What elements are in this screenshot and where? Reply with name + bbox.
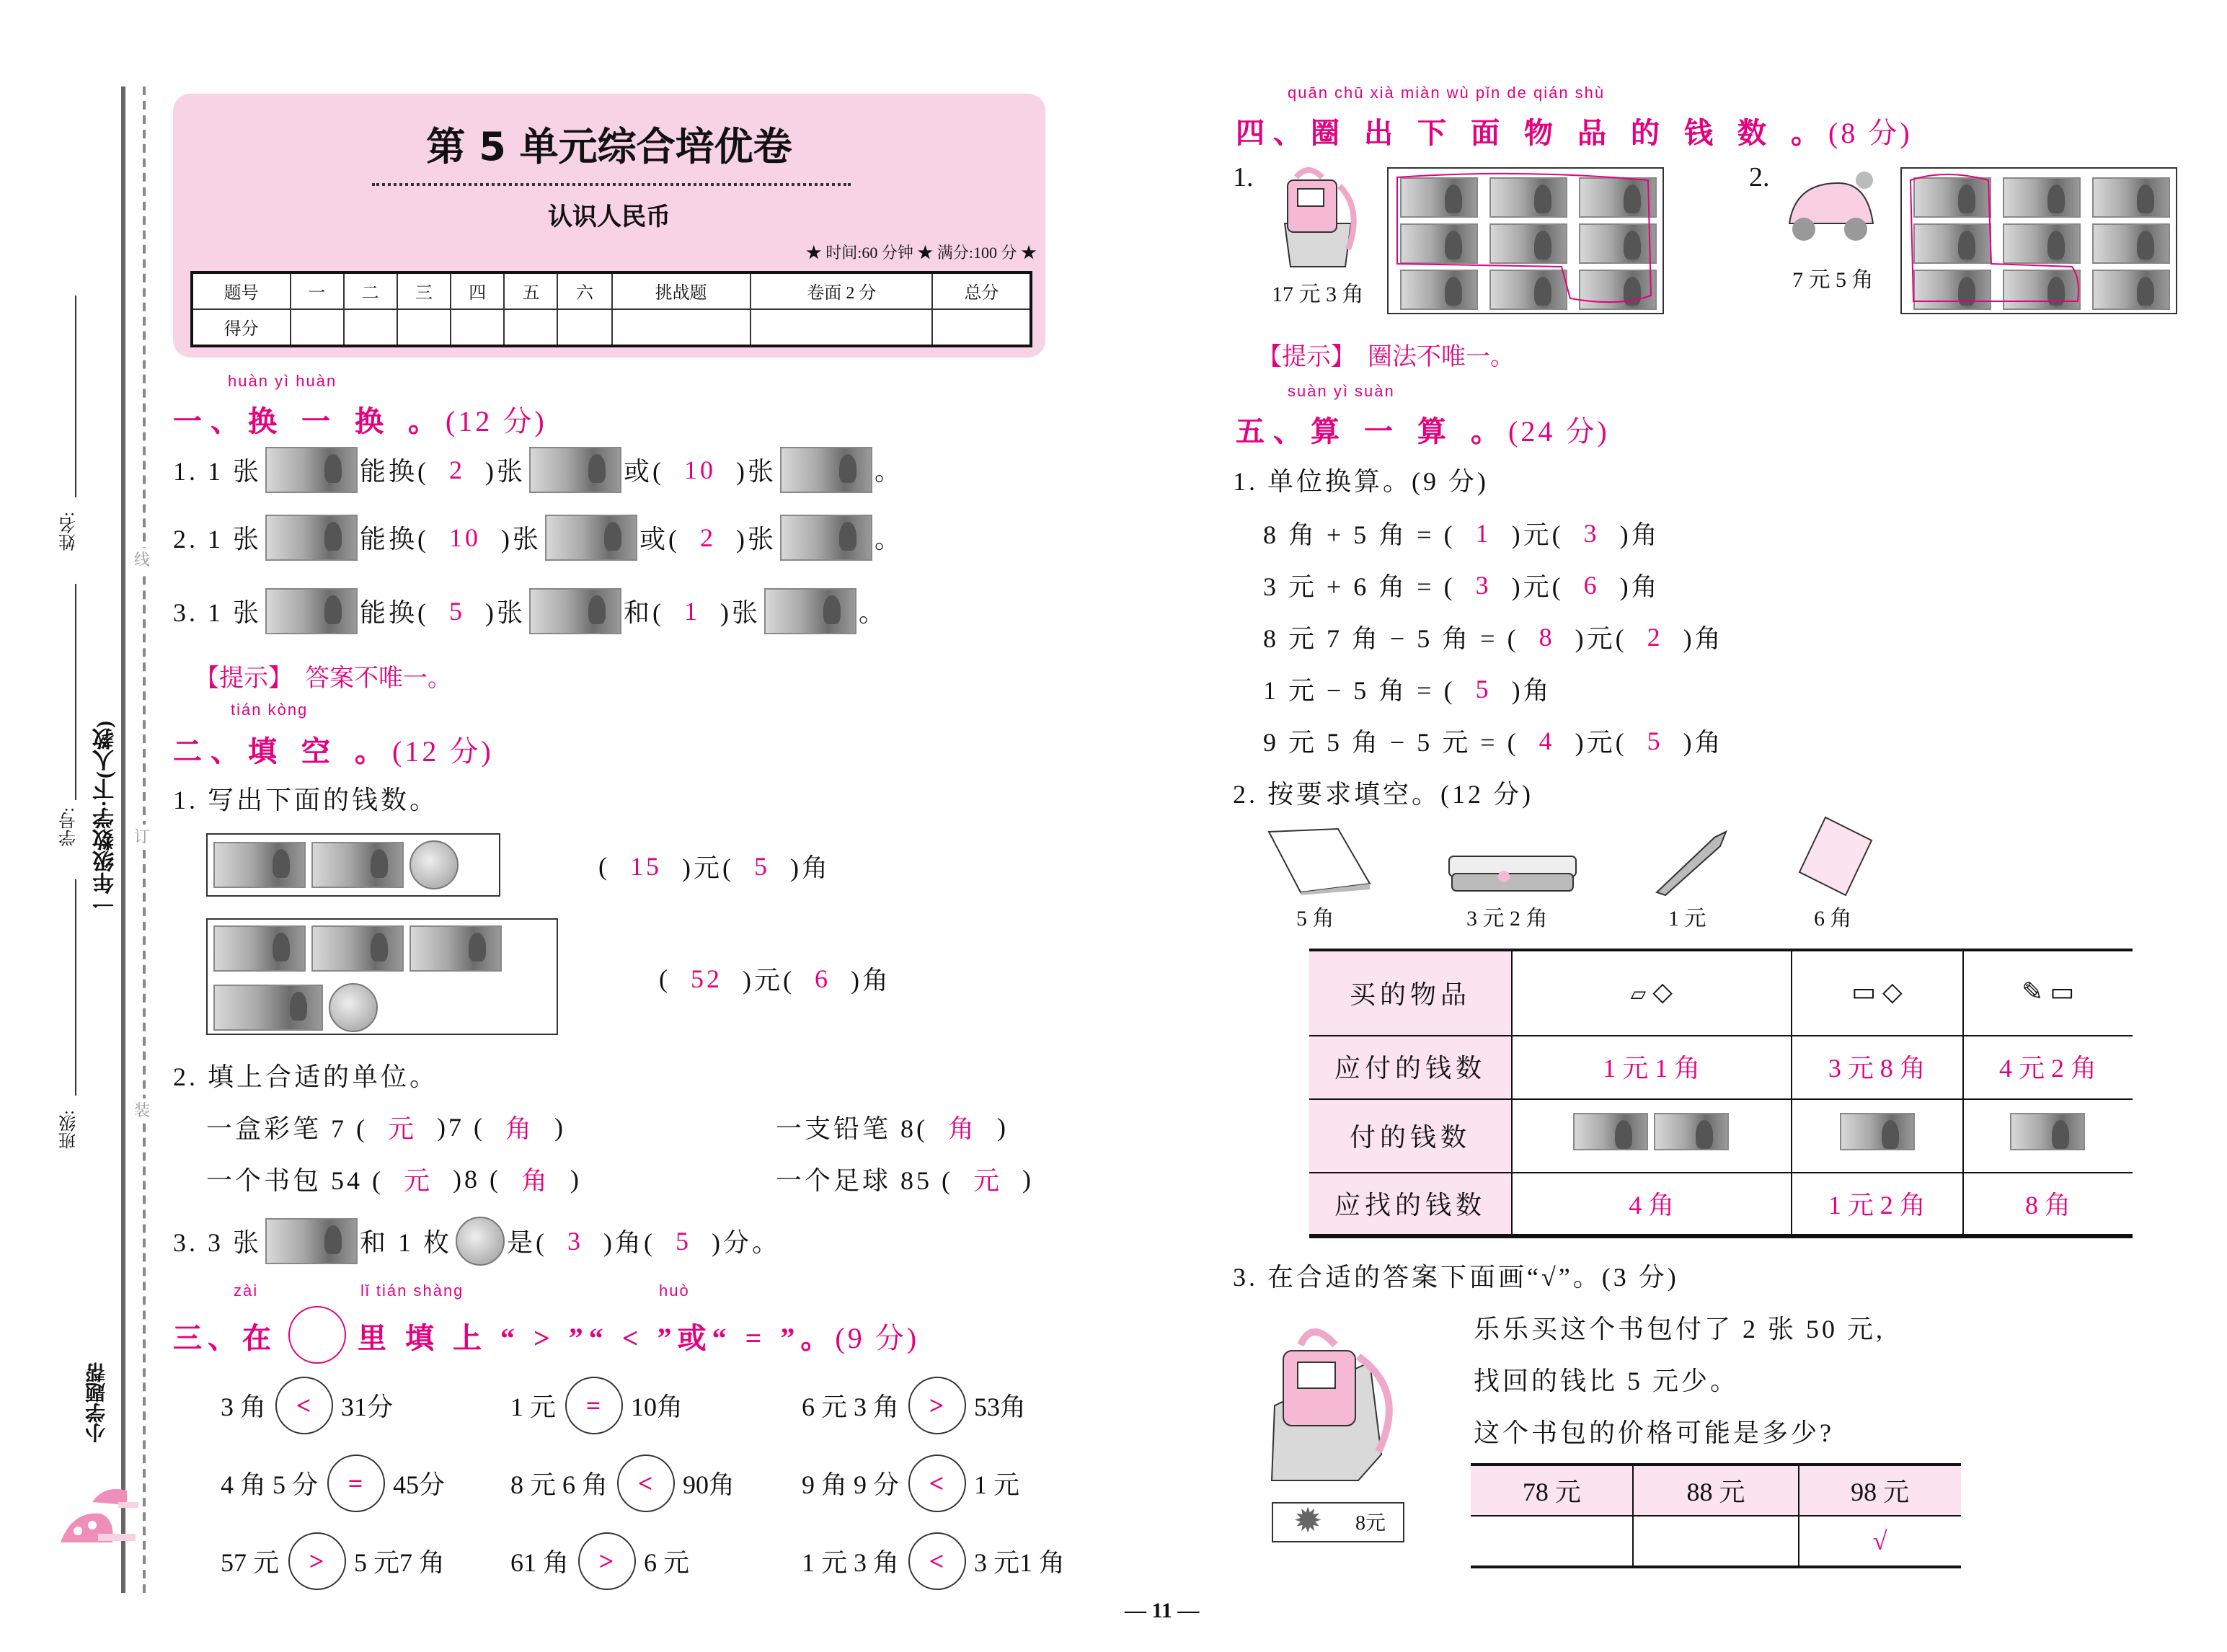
cut-mark-zhuang: 装 (134, 1098, 150, 1122)
line-text: )角 (1619, 520, 1660, 549)
comparison-item (221, 1532, 445, 1590)
s5-heading (1236, 408, 1610, 450)
score-header-cell: 挑战题 (611, 272, 751, 309)
score-cell[interactable] (344, 309, 397, 346)
line-text: ) (570, 1164, 582, 1193)
comparison-circle[interactable]: < (616, 1455, 674, 1512)
right-amount: 5 元7 角 (354, 1548, 445, 1577)
line-text: 或( (639, 525, 680, 554)
right-amount: 53角 (974, 1393, 1026, 1421)
id-label: 学号: (58, 807, 78, 847)
left-amount: 61 角 (510, 1548, 569, 1577)
row-label: 买的物品 (1309, 950, 1512, 1035)
score-cell[interactable] (558, 309, 611, 346)
left-amount: 4 角 5 分 (221, 1470, 318, 1499)
s4-money-box-1 (1387, 167, 1664, 314)
items-cell (1792, 950, 1963, 1035)
five-yuan-banknote-image (779, 515, 872, 561)
unit-item-football (776, 1160, 1034, 1198)
price-tag (1272, 1502, 1404, 1542)
line-text: 能换( (360, 457, 429, 486)
line-text: )张 (736, 525, 776, 554)
left-amount: 1 元 (510, 1393, 556, 1421)
mushroom-logo-icon (55, 1470, 141, 1557)
s3-points: (9 分) (835, 1323, 920, 1354)
row-label: 应付的钱数 (1309, 1035, 1512, 1098)
score-header-cell: 二 (344, 272, 397, 309)
line-text: )元( (1575, 624, 1627, 653)
score-header-row (192, 272, 1031, 309)
comparison-circle[interactable]: > (908, 1377, 965, 1434)
five-fen-coin-image (455, 1217, 504, 1266)
score-row-label: 得分 (192, 309, 290, 346)
one-yuan-banknote-image (409, 925, 502, 972)
score-cell[interactable] (933, 309, 1031, 346)
answer-value: 5 (1475, 674, 1492, 703)
comparison-circle[interactable]: = (565, 1377, 622, 1434)
items-cell (1512, 950, 1792, 1035)
left-amount: 8 元 6 角 (510, 1470, 608, 1499)
exam-info: ★ 时间:60 分钟 ★ 满分:100 分 ★ (805, 245, 1037, 262)
answer-value: 角 (948, 1114, 977, 1143)
five-jiao-banknote-image (1655, 1113, 1730, 1150)
hint-text: 答案不唯一。 (305, 665, 452, 692)
row-should-pay (1309, 1035, 2133, 1098)
line-text: )角 (1619, 572, 1660, 601)
five-yuan-banknote-image (763, 588, 856, 634)
s1-points: (12 分) (446, 407, 547, 438)
five-yuan-banknote-image (311, 842, 404, 888)
right-amount: 1 元 (974, 1470, 1019, 1499)
money-box-1 (206, 833, 500, 897)
comparison-item (802, 1532, 1065, 1590)
conversion-line-3 (1263, 618, 1724, 656)
price-options-table (1471, 1463, 1961, 1568)
line-text: )元( (1511, 572, 1564, 601)
header-box (173, 94, 1045, 358)
score-input-row (192, 309, 1031, 346)
line-text: 8 角 + 5 角 = ( (1263, 520, 1456, 549)
line-text: )角 (1683, 728, 1724, 757)
page-title: 第 5 单元综合培优卷 (426, 125, 792, 170)
conversion-line-4 (1263, 670, 1552, 708)
line-text: )角( (603, 1228, 655, 1257)
backpack-icon (1276, 166, 1365, 270)
line-text: 3. 1 张 (173, 598, 262, 627)
row-label: 付的钱数 (1309, 1098, 1512, 1172)
line-text: )角 (1683, 624, 1724, 653)
line-text: )张 (485, 598, 526, 627)
goods-price-notebook: 5 角 (1296, 908, 1334, 931)
line-text: 3 元 + 6 角 = ( (1263, 572, 1456, 601)
one-yuan-banknote-image (1574, 1113, 1649, 1150)
s4-heading (1236, 110, 1913, 151)
s4-points: (8 分) (1828, 118, 1913, 150)
schoolbag-icon (1269, 1319, 1407, 1489)
check-cell-98[interactable]: √ (1798, 1516, 1961, 1567)
answer-value: 3 (1475, 570, 1492, 599)
comparison-item (802, 1377, 1026, 1434)
eraser-icon (1797, 814, 1874, 898)
conversion-line-2 (1263, 567, 1660, 604)
left-amount: 3 角 (221, 1393, 266, 1421)
answer-value: 1 (684, 596, 700, 625)
s5-q1-label: 1. 单位换算。(9 分) (1233, 467, 1489, 496)
score-cell[interactable] (611, 309, 751, 346)
answer-cell: 8 角 (1962, 1172, 2133, 1235)
hint-text: 圈法不唯一。 (1368, 343, 1515, 370)
title-divider (372, 183, 851, 186)
answer-value: 角 (505, 1114, 534, 1143)
answer-value: 8 (1538, 622, 1555, 651)
s2-q1-label: 1. 写出下面的钱数。 (173, 786, 438, 814)
s3-pinyin-1: zài (234, 1283, 259, 1300)
goods-price-eraser: 6 角 (1814, 908, 1852, 931)
answer-value: 2 (1647, 622, 1663, 651)
line-text: 1 元 − 5 角 = ( (1263, 676, 1456, 705)
five-jiao-banknote-image (213, 985, 323, 1031)
s4-item2-number: 2. (1749, 163, 1770, 193)
line-text: )元( (1511, 520, 1564, 549)
s2-title: 二、填 空 。 (173, 737, 392, 768)
answer-value: 元 (388, 1114, 417, 1143)
paid-cell (1962, 1098, 2133, 1172)
answer-value: 元 (973, 1166, 1002, 1195)
starburst-icon: ✹ (1293, 1504, 1323, 1541)
one-yuan-banknote-image (528, 588, 621, 634)
comparison-circle[interactable]: > (577, 1532, 635, 1590)
toy-car-icon (1781, 166, 1885, 252)
line-text: )张 (720, 598, 761, 627)
score-header-cell: 六 (558, 272, 611, 309)
line-text: 一个书包 54 ( (206, 1166, 384, 1195)
answer-value: 10 (684, 455, 716, 484)
line-text: )分。 (712, 1228, 781, 1257)
line-text: 。 (875, 457, 903, 486)
answer-value: 6 (815, 964, 831, 992)
five-jiao-coin-image (409, 840, 459, 889)
line-text: ( (598, 851, 610, 880)
line-text: )元( (682, 853, 734, 882)
cut-mark-ding: 订 (134, 825, 150, 848)
answer-circle-outline (1902, 169, 2176, 313)
answer-value: 元 (404, 1166, 433, 1195)
score-header-cell: 四 (451, 272, 504, 309)
answer-cell: 4 元 2 角 (1962, 1035, 2133, 1098)
answer-value: 3 (567, 1226, 583, 1255)
ten-yuan-banknote-image (213, 842, 306, 888)
ten-yuan-banknote-image (265, 447, 357, 493)
score-cell[interactable] (751, 309, 933, 346)
line-text: 。 (859, 598, 887, 627)
s1-question-3 (173, 588, 887, 634)
price-tag-text: 8元 (1355, 1514, 1386, 1535)
option-88: 88 元 (1634, 1465, 1798, 1516)
s5-title: 五、算 一 算 。 (1236, 417, 1508, 448)
brand-logo-text: 小学题帮 (87, 1362, 108, 1443)
comparison-circle[interactable]: < (908, 1532, 965, 1590)
paid-cell (1512, 1098, 1792, 1172)
left-amount: 9 角 9 分 (802, 1470, 899, 1499)
line-text: 1. 1 张 (173, 457, 262, 486)
answer-value: 3 (1583, 518, 1600, 547)
option-98: 98 元 (1798, 1465, 1961, 1516)
right-amount: 6 元 (644, 1548, 689, 1577)
name-label: 姓名: (58, 512, 78, 551)
score-header-cell: 题号 (192, 272, 290, 309)
check-cell-78[interactable] (1471, 1516, 1634, 1567)
right-amount: 31分 (341, 1393, 393, 1421)
page-number: — 11 — (1125, 1600, 1200, 1623)
row-label: 应找的钱数 (1309, 1172, 1512, 1235)
answer-value: 1 (1475, 518, 1492, 547)
s5-q2-label: 2. 按要求填空。(12 分) (1233, 780, 1533, 809)
story-line-2: 找回的钱比 5 元少。 (1474, 1367, 1739, 1395)
line-text: ) (554, 1112, 566, 1141)
option-78: 78 元 (1471, 1465, 1634, 1516)
binding-line (121, 86, 125, 1593)
line-text: )张 (736, 457, 776, 486)
score-table (190, 271, 1032, 347)
left-amount: 6 元 3 角 (802, 1393, 899, 1421)
page-subtitle: 认识人民币 (548, 203, 670, 231)
comparison-circle[interactable]: > (288, 1532, 345, 1590)
cut-mark-xian: 线 (134, 548, 150, 571)
pencil-case-icon (1446, 848, 1579, 897)
comparison-item (802, 1455, 1019, 1512)
pencil-case-icon: ▭ (1851, 977, 1876, 1007)
right-amount: 90角 (683, 1470, 735, 1499)
unit-item-pencil (776, 1109, 1009, 1146)
circle-icon (288, 1306, 346, 1364)
pencil-case-icon: ▭ (2050, 977, 2075, 1007)
answer-value: 角 (521, 1166, 550, 1195)
check-cell-88[interactable] (1634, 1516, 1798, 1567)
line-text: 8 元 7 角 − 5 角 = ( (1263, 624, 1519, 653)
line-text: ) (1022, 1164, 1034, 1193)
line-text: )元( (743, 966, 794, 995)
class-field[interactable] (75, 879, 76, 1096)
score-header-cell: 五 (504, 272, 557, 309)
comparison-item (221, 1377, 393, 1434)
goods-price-pen: 1 元 (1668, 908, 1706, 931)
s1-hint (195, 657, 452, 693)
money-box-2 (206, 918, 558, 1035)
score-header-cell: 卷面 2 分 (751, 272, 933, 309)
line-text: 能换( (360, 598, 429, 627)
s4-hint (1257, 336, 1515, 372)
answer-value: 52 (691, 964, 722, 992)
comparison-item (510, 1532, 689, 1590)
score-cell[interactable] (504, 309, 557, 346)
line-text: )张 (485, 457, 526, 486)
s3-title-b: 里 填 上 “ > ”“ < ”或“ = ”。 (358, 1323, 836, 1354)
right-amount: 45分 (393, 1470, 445, 1499)
purchase-table (1309, 949, 2133, 1238)
line-text: 一盒彩笔 7 ( (206, 1114, 368, 1143)
s3-title-a: 三、在 (173, 1323, 277, 1354)
s1-question-2 (173, 515, 903, 561)
s3-heading (173, 1306, 919, 1364)
answer-value: 4 (1538, 726, 1555, 755)
ten-yuan-banknote-image (265, 515, 357, 561)
line-text: 一支铅笔 8( (776, 1114, 928, 1143)
score-header-cell: 一 (290, 272, 343, 309)
left-amount: 1 元 3 角 (802, 1548, 899, 1577)
eraser-icon: ◇ (1652, 977, 1673, 1007)
s2-pinyin: tián kòng (231, 702, 309, 719)
s2-points: (12 分) (392, 737, 494, 768)
answer-cell: 4 角 (1512, 1172, 1792, 1235)
s4-item2-price: 7 元 5 角 (1792, 270, 1874, 293)
one-yuan-banknote-image (311, 925, 404, 972)
conversion-line-5 (1263, 722, 1724, 760)
one-jiao-banknote-image (265, 1218, 357, 1264)
comparison-item (510, 1455, 735, 1512)
five-yuan-banknote-image (528, 447, 621, 493)
book-title: 一年级数学·下(人教) (94, 721, 117, 915)
ten-yuan-banknote-image (265, 588, 357, 634)
s2-q2-label: 2. 填上合适的单位。 (173, 1062, 438, 1091)
answer-value: 10 (449, 523, 481, 551)
s3-pinyin-3: huò (659, 1283, 690, 1300)
line-text: 或( (624, 457, 664, 486)
line-text: 和( (624, 598, 664, 627)
one-yuan-banknote-image (779, 447, 872, 493)
line-text: )角 (1511, 676, 1552, 705)
line-text: )8 ( (453, 1164, 501, 1193)
answer-cell: 1 元 2 角 (1792, 1172, 1963, 1235)
line-text: )元( (1575, 728, 1627, 757)
s2-question-3 (173, 1217, 781, 1266)
story-line-1: 乐乐买这个书包付了 2 张 50 元, (1474, 1315, 1885, 1344)
id-field[interactable] (75, 584, 76, 800)
one-jiao-coin-image (329, 983, 378, 1032)
comparison-item (510, 1377, 683, 1434)
comparison-circle[interactable]: < (275, 1377, 332, 1434)
s5-pinyin: suàn yì suàn (1288, 383, 1395, 401)
s1-question-1 (173, 447, 903, 493)
options-row (1471, 1465, 1961, 1516)
class-label: 班级: (58, 1110, 78, 1150)
line-text: 9 元 5 角 − 5 元 = ( (1263, 728, 1519, 757)
comparison-circle[interactable]: = (327, 1455, 384, 1512)
answer-value: 5 (754, 851, 770, 880)
s1-title: 一、换 一 换 。 (173, 407, 446, 438)
s4-pinyin: quān chū xià miàn wù pǐn de qián shù (1288, 85, 1606, 102)
answer-circle-outline (1389, 169, 1662, 313)
answer-value: 5 (676, 1226, 691, 1255)
s4-title: 四、圈 出 下 面 物 品 的 钱 数 。 (1236, 118, 1828, 150)
s1-pinyin: huàn yì huàn (228, 373, 337, 391)
conversion-line-1 (1263, 515, 1660, 552)
line-text: ( (659, 964, 670, 992)
s4-money-box-2 (1900, 167, 2177, 314)
score-header-cell: 总分 (933, 272, 1031, 309)
eraser-icon: ◇ (1882, 977, 1903, 1007)
hint-label: 【提示】 (1257, 343, 1355, 370)
line-text: 是( (507, 1228, 547, 1257)
notebook-icon: ▱ (1630, 985, 1647, 1007)
fifty-yuan-banknote-image (213, 925, 306, 972)
answer-value: 5 (1647, 726, 1663, 755)
line-text: 能换( (360, 525, 429, 554)
line-text: 一个足球 85 ( (776, 1166, 953, 1195)
s2-q1-answer-1 (598, 848, 831, 885)
row-paid (1309, 1098, 2133, 1172)
line-text: )张 (501, 525, 541, 554)
s5-q3-label: 3. 在合适的答案下面画“√”。(3 分) (1233, 1263, 1679, 1292)
story-line-3: 这个书包的价格可能是多少? (1474, 1418, 1834, 1447)
s3-pinyin-2: lǐ tián shàng (360, 1283, 464, 1300)
name-field[interactable] (75, 296, 76, 497)
answer-cell: 1 元 1 角 (1512, 1035, 1792, 1098)
score-header-cell: 三 (397, 272, 451, 309)
answer-value: 2 (449, 455, 465, 484)
comparison-item (221, 1455, 445, 1512)
score-cell[interactable] (451, 309, 504, 346)
one-yuan-banknote-image (544, 515, 637, 561)
unit-item-crayons (206, 1109, 566, 1146)
answer-value: 15 (630, 851, 662, 880)
line-text: 3. 3 张 (173, 1228, 262, 1257)
answer-cell: 3 元 8 角 (1792, 1035, 1963, 1098)
five-yuan-banknote-image (1839, 1113, 1914, 1150)
goods-price-pencil-case: 3 元 2 角 (1466, 908, 1548, 931)
answer-value: 6 (1583, 570, 1600, 599)
score-cell[interactable] (397, 309, 451, 346)
line-text: )7 ( (437, 1112, 485, 1141)
s2-heading (173, 728, 494, 770)
s4-item1-number: 1. (1233, 163, 1254, 193)
s5-points: (24 分) (1508, 417, 1610, 448)
row-items (1309, 950, 2133, 1035)
five-yuan-banknote-image (2011, 1113, 2086, 1150)
unit-item-schoolbag (206, 1160, 582, 1198)
notebook-icon (1266, 826, 1373, 895)
check-row (1471, 1516, 1961, 1567)
paid-cell (1792, 1098, 1963, 1172)
s4-item1-price: 17 元 3 角 (1272, 284, 1364, 307)
line-text: 2. 1 张 (173, 525, 262, 554)
right-amount: 3 元1 角 (974, 1548, 1065, 1577)
comparison-circle[interactable]: < (908, 1455, 965, 1512)
left-amount: 57 元 (221, 1548, 279, 1577)
answer-value: 2 (700, 523, 716, 551)
line-text: )角 (790, 853, 831, 882)
pen-icon: ✎ (2021, 977, 2044, 1007)
line-text: 。 (875, 525, 903, 554)
s2-q1-answer-2 (659, 960, 891, 998)
s1-heading (173, 398, 547, 440)
line-text: ) (997, 1112, 1009, 1141)
answer-value: 5 (449, 596, 465, 625)
line-text: )角 (851, 966, 891, 995)
right-amount: 10角 (631, 1393, 683, 1421)
line-text: 和 1 枚 (360, 1228, 452, 1257)
hint-label: 【提示】 (195, 665, 293, 692)
row-change (1309, 1172, 2133, 1235)
items-cell (1962, 950, 2133, 1035)
pen-icon (1651, 826, 1732, 898)
score-cell[interactable] (290, 309, 343, 346)
